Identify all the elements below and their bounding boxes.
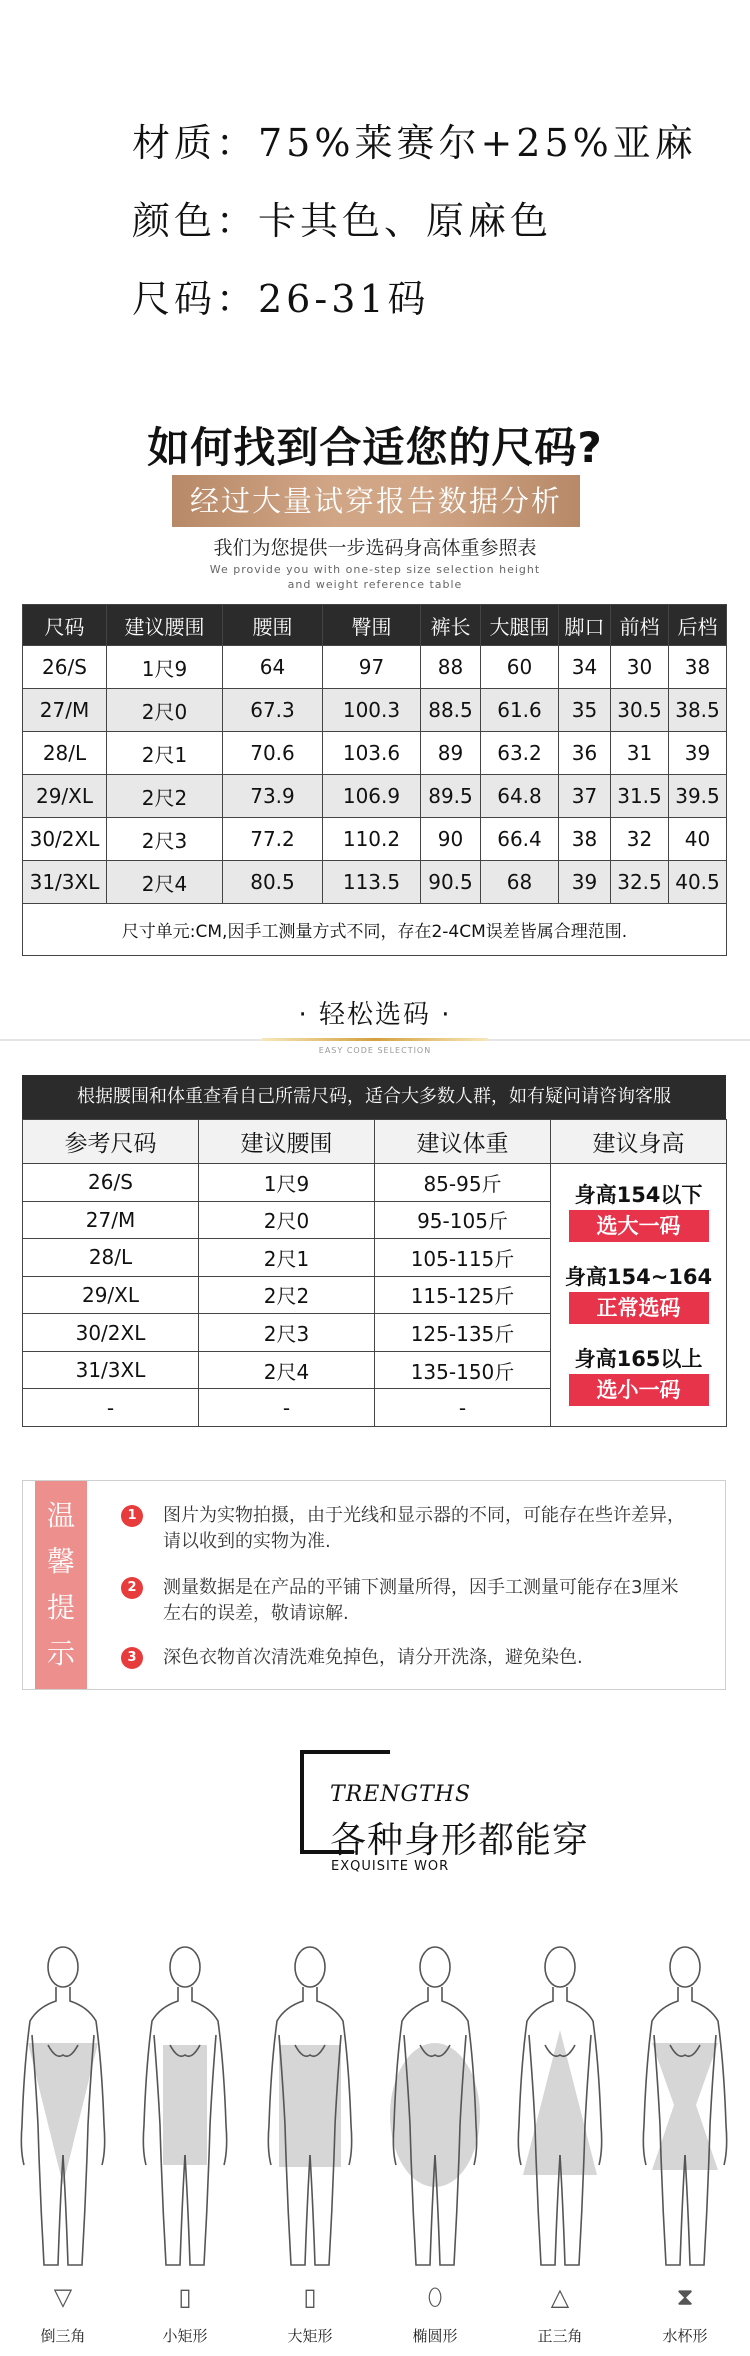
weight-table-cell: 2尺0 [199, 1201, 375, 1239]
size-table-cell: 110.2 [323, 818, 421, 861]
analysis-banner: 经过大量试穿报告数据分析 [172, 475, 580, 527]
size-advice-badge: 选小一码 [569, 1374, 709, 1406]
weight-table-cell: 1尺9 [199, 1164, 375, 1202]
weight-table-cell: 29/XL [23, 1276, 199, 1314]
weight-table-cell: 26/S [23, 1164, 199, 1202]
body-shape-figure [130, 1925, 240, 2345]
shape-symbol-icon: ▯ [178, 2283, 192, 2311]
size-table-cell: 30/2XL [23, 818, 107, 861]
weight-table-cell: 105-115斤 [375, 1239, 551, 1277]
size-table-cell: 39 [669, 732, 727, 775]
weight-table-cell: 2尺2 [199, 1276, 375, 1314]
easy-select-title: · 轻松选码 · [298, 1000, 452, 1030]
size-table-cell: 90.5 [421, 861, 481, 904]
size-table-row [23, 646, 727, 689]
size-table-cell: 61.6 [481, 689, 559, 732]
size-table-cell: 64.8 [481, 775, 559, 818]
weight-table-cell: 85-95斤 [375, 1164, 551, 1202]
size-table-cell: 2尺4 [107, 861, 223, 904]
size-table-cell: 90 [421, 818, 481, 861]
size-guide-title: 如何找到合适您的尺码? [147, 423, 603, 472]
weight-table-cell: - [23, 1389, 199, 1427]
size-table-cell: 32.5 [611, 861, 669, 904]
weight-table-cell: 95-105斤 [375, 1201, 551, 1239]
body-shape-figure [255, 1925, 365, 2345]
header-ref-height: 建议身高 [551, 1120, 727, 1164]
size-table-cell: 40.5 [669, 861, 727, 904]
size-table-cell: 32 [611, 818, 669, 861]
size-table-cell: 97 [323, 646, 421, 689]
shape-label: 大矩形 [287, 2327, 333, 2345]
size-table-cell: 30.5 [611, 689, 669, 732]
header-suggested-waist: 建议腰围 [107, 605, 223, 646]
weight-table-cell: 2尺1 [199, 1239, 375, 1277]
size-table-cell: 2尺2 [107, 775, 223, 818]
size-table-row [23, 732, 727, 775]
header-size: 尺码 [23, 605, 107, 646]
guide-subtitle-cn: 我们为您提供一步选码身高体重参照表 [213, 537, 537, 559]
weight-table-cell: 28/L [23, 1239, 199, 1277]
tips-char: 温 [46, 1499, 75, 1532]
size-table-cell: 80.5 [223, 861, 323, 904]
weight-table-cell: 2尺3 [199, 1314, 375, 1352]
tip-text: 测量数据是在产品的平铺下测量所得，因手工测量可能存在3厘米左右的误差，敬请谅解. [163, 1577, 679, 1624]
tip-number-badge: 2 [121, 1577, 143, 1599]
size-table-cell: 37 [559, 775, 611, 818]
size-table-cell: 89.5 [421, 775, 481, 818]
tips-char: 提 [46, 1591, 75, 1624]
shape-symbol-icon: ▯ [303, 2283, 317, 2311]
shape-symbol-icon: ⧗ [676, 2283, 694, 2311]
size-table-note-row [23, 904, 727, 956]
body-shape-figure [630, 1925, 740, 2345]
size-table-cell: 1尺9 [107, 646, 223, 689]
shape-label: 倒三角 [40, 2327, 86, 2345]
size-table-cell: 2尺0 [107, 689, 223, 732]
size-advice-badge: 选大一码 [569, 1210, 709, 1242]
weight-table-cell: 2尺4 [199, 1351, 375, 1389]
height-advice-cell [551, 1164, 727, 1427]
tips-char: 馨 [46, 1545, 75, 1578]
header-front-rise: 前档 [611, 605, 669, 646]
size-advice-badge: 正常选码 [569, 1292, 709, 1324]
tip-number-badge: 3 [121, 1647, 143, 1669]
shape-symbol-icon: ▽ [53, 2283, 73, 2311]
size-table-cell: 36 [559, 732, 611, 775]
size-table-cell: 100.3 [323, 689, 421, 732]
height-range: 身高154以下 [574, 1183, 703, 1207]
title-bracket-top [300, 1750, 390, 1754]
size-table-cell: 2尺3 [107, 818, 223, 861]
size-table-row [23, 775, 727, 818]
size-table-cell: 38 [559, 818, 611, 861]
body-shape-figures [0, 1925, 750, 2345]
height-range: 身高165以上 [574, 1347, 703, 1371]
shape-symbol-icon: ⬯ [427, 2283, 443, 2311]
size-table-cell: 2尺1 [107, 732, 223, 775]
shape-label: 水杯形 [662, 2327, 708, 2345]
tips-char: 示 [46, 1637, 75, 1670]
color-line: 颜色：卡其色、原麻色 [132, 199, 553, 243]
weight-table-cell: 125-135斤 [375, 1314, 551, 1352]
size-table-cell: 38.5 [669, 689, 727, 732]
size-table-cell: 40 [669, 818, 727, 861]
warm-tips [22, 1480, 726, 1690]
size-table-note: 尺寸单元:CM,因手工测量方式不同，存在2-4CM误差皆属合理范围. [23, 904, 727, 956]
size-table-cell: 39.5 [669, 775, 727, 818]
shape-symbol-icon: △ [550, 2283, 570, 2311]
header-ref-weight: 建议体重 [375, 1120, 551, 1164]
guide-subtitle-en [0, 562, 750, 592]
tip-item [121, 1503, 691, 1555]
shapes-title-cn: 各种身形都能穿 [330, 1820, 590, 1861]
size-table-cell: 38 [669, 646, 727, 689]
size-table-cell: 70.6 [223, 732, 323, 775]
header-hem: 脚口 [559, 605, 611, 646]
size-table-cell: 66.4 [481, 818, 559, 861]
shapes-title-en: TRENGTHS [330, 1782, 472, 1807]
body-shape-figure [505, 1925, 615, 2345]
size-table-cell: 64 [223, 646, 323, 689]
size-table-cell: 89 [421, 732, 481, 775]
header-thigh: 大腿围 [481, 605, 559, 646]
size-table-cell: 73.9 [223, 775, 323, 818]
tip-item [121, 1575, 691, 1627]
weight-table-section [22, 1075, 726, 1427]
size-table-header [23, 605, 727, 646]
weight-table-cell: - [375, 1389, 551, 1427]
weight-table [22, 1119, 727, 1427]
body-shape-figure [380, 1925, 490, 2345]
tips-side-label [35, 1481, 87, 1689]
size-table-cell: 31 [611, 732, 669, 775]
header-length: 裤长 [421, 605, 481, 646]
header-ref-waist: 建议腰围 [199, 1120, 375, 1164]
body-shape-figure [8, 1925, 118, 2345]
size-table-cell: 34 [559, 646, 611, 689]
size-table-cell: 77.2 [223, 818, 323, 861]
header-waist: 腰围 [223, 605, 323, 646]
size-line: 尺码：26-31码 [132, 277, 430, 321]
shape-label: 椭圆形 [412, 2327, 458, 2345]
weight-table-header [23, 1120, 727, 1164]
size-table-cell: 67.3 [223, 689, 323, 732]
size-table [22, 604, 727, 956]
weight-table-cell: 30/2XL [23, 1314, 199, 1352]
weight-table-cell: 31/3XL [23, 1351, 199, 1389]
height-advice-list [551, 1164, 726, 1426]
easy-select-subtitle: EASY CODE SELECTION [318, 1046, 432, 1055]
size-table-cell: 31/3XL [23, 861, 107, 904]
weight-table-row [23, 1164, 727, 1202]
guide-subtitle-en-line2: and weight reference table [287, 578, 463, 591]
weight-table-banner: 根据腰围和体重查看自己所需尺码，适合大多数人群，如有疑问请咨询客服 [22, 1075, 726, 1119]
easy-divider-accent [262, 1038, 488, 1041]
shapes-subtitle: EXQUISITE WOR [331, 1859, 450, 1874]
tip-text: 深色衣物首次清洗难免掉色，请分开洗涤，避免染色. [163, 1647, 583, 1668]
shape-label: 正三角 [537, 2327, 583, 2345]
size-table-cell: 68 [481, 861, 559, 904]
header-hip: 臀围 [323, 605, 421, 646]
shape-label: 小矩形 [162, 2327, 208, 2345]
size-table-cell: 28/L [23, 732, 107, 775]
weight-table-cell: 27/M [23, 1201, 199, 1239]
tip-text: 图片为实物拍摄，由于光线和显示器的不同，可能存在些许差异，请以收到的实物为准. [163, 1505, 685, 1552]
weight-table-cell: 135-150斤 [375, 1351, 551, 1389]
weight-table-cell: - [199, 1389, 375, 1427]
size-table-cell: 27/M [23, 689, 107, 732]
header-ref-size: 参考尺码 [23, 1120, 199, 1164]
size-table-cell: 29/XL [23, 775, 107, 818]
size-table-cell: 88 [421, 646, 481, 689]
size-table-cell: 26/S [23, 646, 107, 689]
tip-number-badge: 1 [121, 1505, 143, 1527]
weight-table-cell: 115-125斤 [375, 1276, 551, 1314]
guide-subtitle-en-line1: We provide you with one-step size selection height [209, 563, 541, 576]
size-table-cell: 103.6 [323, 732, 421, 775]
size-table-cell: 106.9 [323, 775, 421, 818]
size-table-cell: 113.5 [323, 861, 421, 904]
size-table-cell: 88.5 [421, 689, 481, 732]
product-info [132, 104, 697, 338]
size-table-cell: 60 [481, 646, 559, 689]
tip-item [121, 1645, 691, 1671]
height-range: 身高154~164 [564, 1265, 713, 1289]
size-table-cell: 30 [611, 646, 669, 689]
size-table-row [23, 689, 727, 732]
size-table-row [23, 861, 727, 904]
size-table-cell: 35 [559, 689, 611, 732]
size-table-cell: 39 [559, 861, 611, 904]
size-table-row [23, 818, 727, 861]
header-back-rise: 后档 [669, 605, 727, 646]
size-table-cell: 31.5 [611, 775, 669, 818]
size-table-cell: 63.2 [481, 732, 559, 775]
material-line: 材质：75%莱赛尔+25%亚麻 [132, 121, 697, 165]
